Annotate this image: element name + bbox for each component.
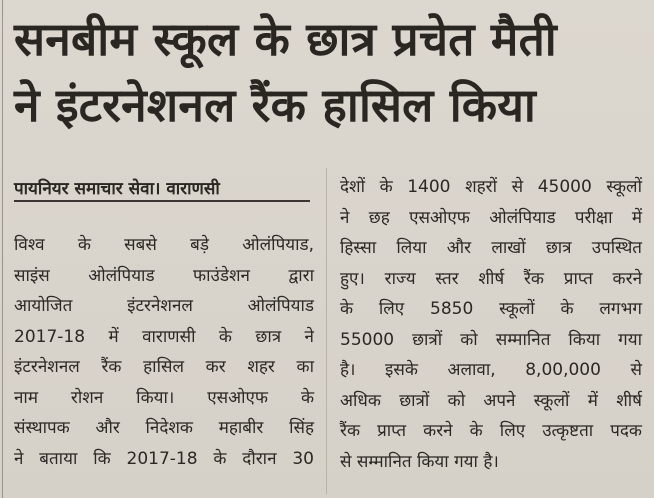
body-line: हुए। राज्य स्तर शीर्ष रैंक प्राप्त करने bbox=[340, 268, 642, 289]
body-line: अधिक छात्रों को अपने स्कूलों में शीर्ष bbox=[340, 390, 642, 411]
article-body-right-column bbox=[340, 172, 642, 477]
article-body-left-column bbox=[14, 230, 314, 474]
headline-line-2: ने इंटरनेशनल रैंक हासिल किया bbox=[14, 78, 537, 132]
body-line: आयोजित इंटरनेशनल ओलंपियाड bbox=[14, 296, 314, 316]
column-divider bbox=[326, 168, 327, 494]
headline-line-1: सनबीम स्कूल के छात्र प्रचेत मैती bbox=[14, 12, 557, 66]
page-edge-rule bbox=[2, 0, 3, 498]
body-line: है। इसके अलावा, 8,00,000 से bbox=[340, 360, 642, 380]
body-line: संस्थापक और निदेशक महाबीर सिंह bbox=[14, 418, 314, 438]
body-line: के लिए 5850 स्कूलों के लगभग bbox=[340, 299, 642, 319]
body-line: से सम्मानित किया गया है। bbox=[340, 451, 499, 472]
dateline: पायनियर समाचार सेवा। वाराणसी bbox=[14, 179, 220, 199]
body-line: देशों के 1400 शहरों से 45000 स्कूलों bbox=[340, 177, 642, 197]
body-line: हिस्सा लिया और लाखों छात्र उपस्थित bbox=[340, 238, 642, 258]
body-line: इंटरनेशनल रैंक हासिल कर शहर का bbox=[14, 357, 314, 377]
body-line: साइंस ओलंपियाड फाउंडेशन द्वारा bbox=[14, 265, 314, 286]
article-headline bbox=[14, 6, 644, 138]
dateline-underline bbox=[14, 200, 310, 202]
body-line: रैंक प्राप्त करने के लिए उत्कृष्टता पदक bbox=[340, 421, 642, 441]
body-line: 2017-18 में वाराणसी के छात्र ने bbox=[14, 326, 314, 347]
body-line: ने बताया कि 2017-18 के दौरान 30 bbox=[14, 448, 314, 469]
body-line: 55000 छात्रों को सम्मानित किया गया bbox=[340, 329, 642, 350]
body-line: ने छह एसओएफ ओलंपियाड परीक्षा में bbox=[340, 207, 642, 228]
body-line: विश्व के सबसे बड़े ओलंपियाड, bbox=[14, 235, 314, 255]
body-line: नाम रोशन किया। एसओएफ के bbox=[14, 387, 314, 408]
